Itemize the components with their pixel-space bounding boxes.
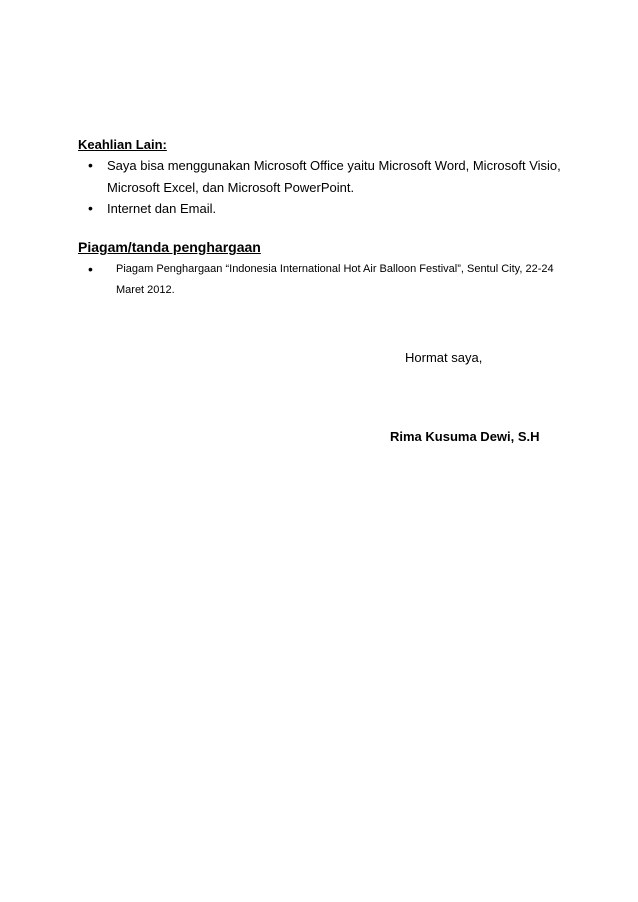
signatory-name: Rima Kusuma Dewi, S.H (390, 429, 540, 444)
skills-item-1-line-1: Saya bisa menggunakan Microsoft Office yaitu Microsoft Word, Microsoft Visio, (107, 158, 561, 173)
closing-salutation: Hormat saya, (405, 350, 483, 365)
bullet-icon: • (88, 200, 93, 216)
bullet-icon: • (88, 261, 93, 277)
bullet-icon: • (88, 157, 93, 173)
skills-heading: Keahlian Lain: (78, 137, 167, 152)
awards-heading: Piagam/tanda penghargaan (78, 239, 261, 255)
skills-item-1-line-2: Microsoft Excel, dan Microsoft PowerPoint. (107, 180, 355, 195)
awards-item-1-line-1: Piagam Penghargaan “Indonesia International Hot Air Balloon Festival”, Sentul City, 22-24 (116, 263, 554, 275)
awards-item-1-line-2: Maret 2012. (116, 284, 175, 296)
skills-item-2-line-1: Internet dan Email. (107, 201, 217, 216)
